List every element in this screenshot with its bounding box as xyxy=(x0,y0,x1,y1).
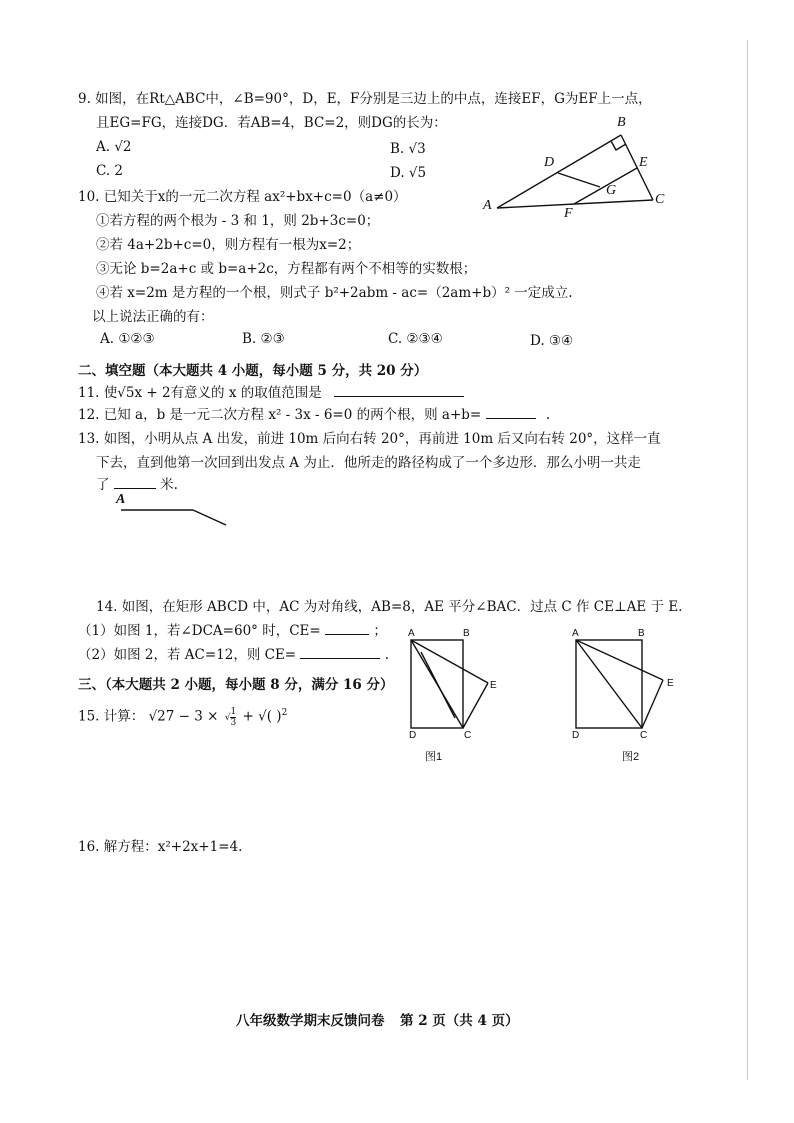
q10-option-d: D. ③④ xyxy=(530,333,574,349)
fig9-label-a: A xyxy=(483,198,492,213)
q10-statement-1: ①若方程的两个根为 - 3 和 1，则 2b+3c=0； xyxy=(96,213,380,229)
q15-sup: 2 xyxy=(281,708,288,718)
q13-stem-line1: 13. 如图，小明从点 A 出发，前进 10m 后向右转 20°，再前进 10m 后又向右转 20°，这样一直 xyxy=(78,431,661,447)
fig14a-label-e: E xyxy=(490,680,497,691)
section-2-heading: 二、填空题（本大题共 4 小题，每小题 5 分，共 20 分） xyxy=(78,363,428,379)
fig9-label-b: B xyxy=(617,115,626,130)
q10-option-a: A. ①②③ xyxy=(100,331,155,347)
fig14b-label-d: D xyxy=(572,730,580,741)
q12-period: . xyxy=(545,407,551,423)
q9-stem-line1: 9. 如图，在Rt△ABC中，∠B=90°，D，E，F分别是三边上的中点，连接EF，G为EF上一点， xyxy=(78,91,652,107)
q11-stem: 11. 使√5x + 2有意义的 x 的取值范围是 xyxy=(78,385,322,401)
section-3-heading: 三、（本大题共 2 小题，每小题 8 分，满分 16 分） xyxy=(78,677,394,693)
fig14b-label-a: A xyxy=(572,628,579,639)
fig13-label-a: A xyxy=(116,492,126,507)
q10-option-c: C. ②③④ xyxy=(388,331,443,347)
q15-expr-c: √( ) xyxy=(258,708,282,725)
q14-part-2-stem: （2）如图 2，若 AC=12，则 CE= xyxy=(78,647,297,663)
q15-frac-den: 3 xyxy=(230,717,237,728)
q14-part-2-end: . xyxy=(384,647,390,663)
q13-suffix: 米. xyxy=(160,477,178,493)
q15-label: 15. 计算： xyxy=(78,708,145,725)
q15-plus: + xyxy=(242,708,254,725)
q10-statement-2: ②若 4a+2b+c=0，则方程有一根为x=2； xyxy=(96,237,361,253)
fig14a-caption: 图1 xyxy=(425,751,443,763)
fig14b-label-e: E xyxy=(667,678,674,689)
q14-part-1-stem: （1）如图 1，若∠DCA=60° 时，CE= xyxy=(78,623,321,639)
q9-option-b: B. √3 xyxy=(390,141,426,157)
footer-title: 八年级数学期末反馈问卷 xyxy=(236,1013,385,1029)
fig14b-label-b: B xyxy=(638,628,645,639)
fig14b-label-c: C xyxy=(640,730,648,741)
fig14b-caption: 图2 xyxy=(622,751,640,763)
fig9-label-f: F xyxy=(564,206,573,221)
q10-statement-3: ③无论 b=2a+c 或 b=a+2c，方程都有两个不相等的实数根； xyxy=(96,261,477,277)
q9-option-a: A. √2 xyxy=(96,139,132,155)
fig9-label-g: G xyxy=(606,183,617,198)
q10-stem: 10. 已知关于x的一元二次方程 ax²+bx+c=0（a≠0） xyxy=(78,189,407,205)
q10-summary: 以上说法正确的有： xyxy=(92,309,214,325)
fig14a-label-b: B xyxy=(463,628,470,639)
q10-statement-4: ④若 x=2m 是方程的一个根，则式子 b²+2abm - ac=（2am+b）² 一定成立. xyxy=(96,285,573,301)
footer-page-number: 第 2 页（共 4 页） xyxy=(400,1013,519,1029)
q9-stem-line2: 且EG=FG，连接DG．若AB=4，BC=2，则DG的长为： xyxy=(96,115,447,131)
q13-prefix: 了 xyxy=(96,477,110,493)
fig14a-label-d: D xyxy=(409,730,417,741)
q10-option-b: B. ②③ xyxy=(242,331,285,347)
q9-option-c: C. 2 xyxy=(96,163,124,179)
q15-frac-num: 1 xyxy=(230,706,237,717)
q15-fraction: √ $\frac{1}{3}$ xyxy=(224,706,237,728)
q16-text: 16. 解方程：x²+2x+1=4. xyxy=(78,839,243,855)
q14-stem: 14. 如图，在矩形 ABCD 中，AC 为对角线，AB=8，AE 平分∠BAC．过点 C 作 CE⊥AE 于 E. xyxy=(96,599,683,615)
fig14a-label-c: C xyxy=(464,730,472,741)
fig9-label-c: C xyxy=(655,192,665,207)
q14-part-1-end: ； xyxy=(373,623,387,639)
q15-text xyxy=(78,704,287,736)
fig9-label-e: E xyxy=(639,155,648,170)
q13-stem-line2: 下去，直到他第一次回到出发点 A 为止．他所走的路径构成了一个多边形．那么小明一共走 xyxy=(96,455,641,471)
q12-stem: 12. 已知 a，b 是一元二次方程 x² - 3x - 6=0 的两个根，则 a+b= xyxy=(78,407,482,423)
fig9-label-d: D xyxy=(544,155,555,170)
q9-option-d: D. √5 xyxy=(390,165,427,181)
fig14a-label-a: A xyxy=(408,628,415,639)
q15-expr-a: √27 − 3 × xyxy=(148,708,219,725)
